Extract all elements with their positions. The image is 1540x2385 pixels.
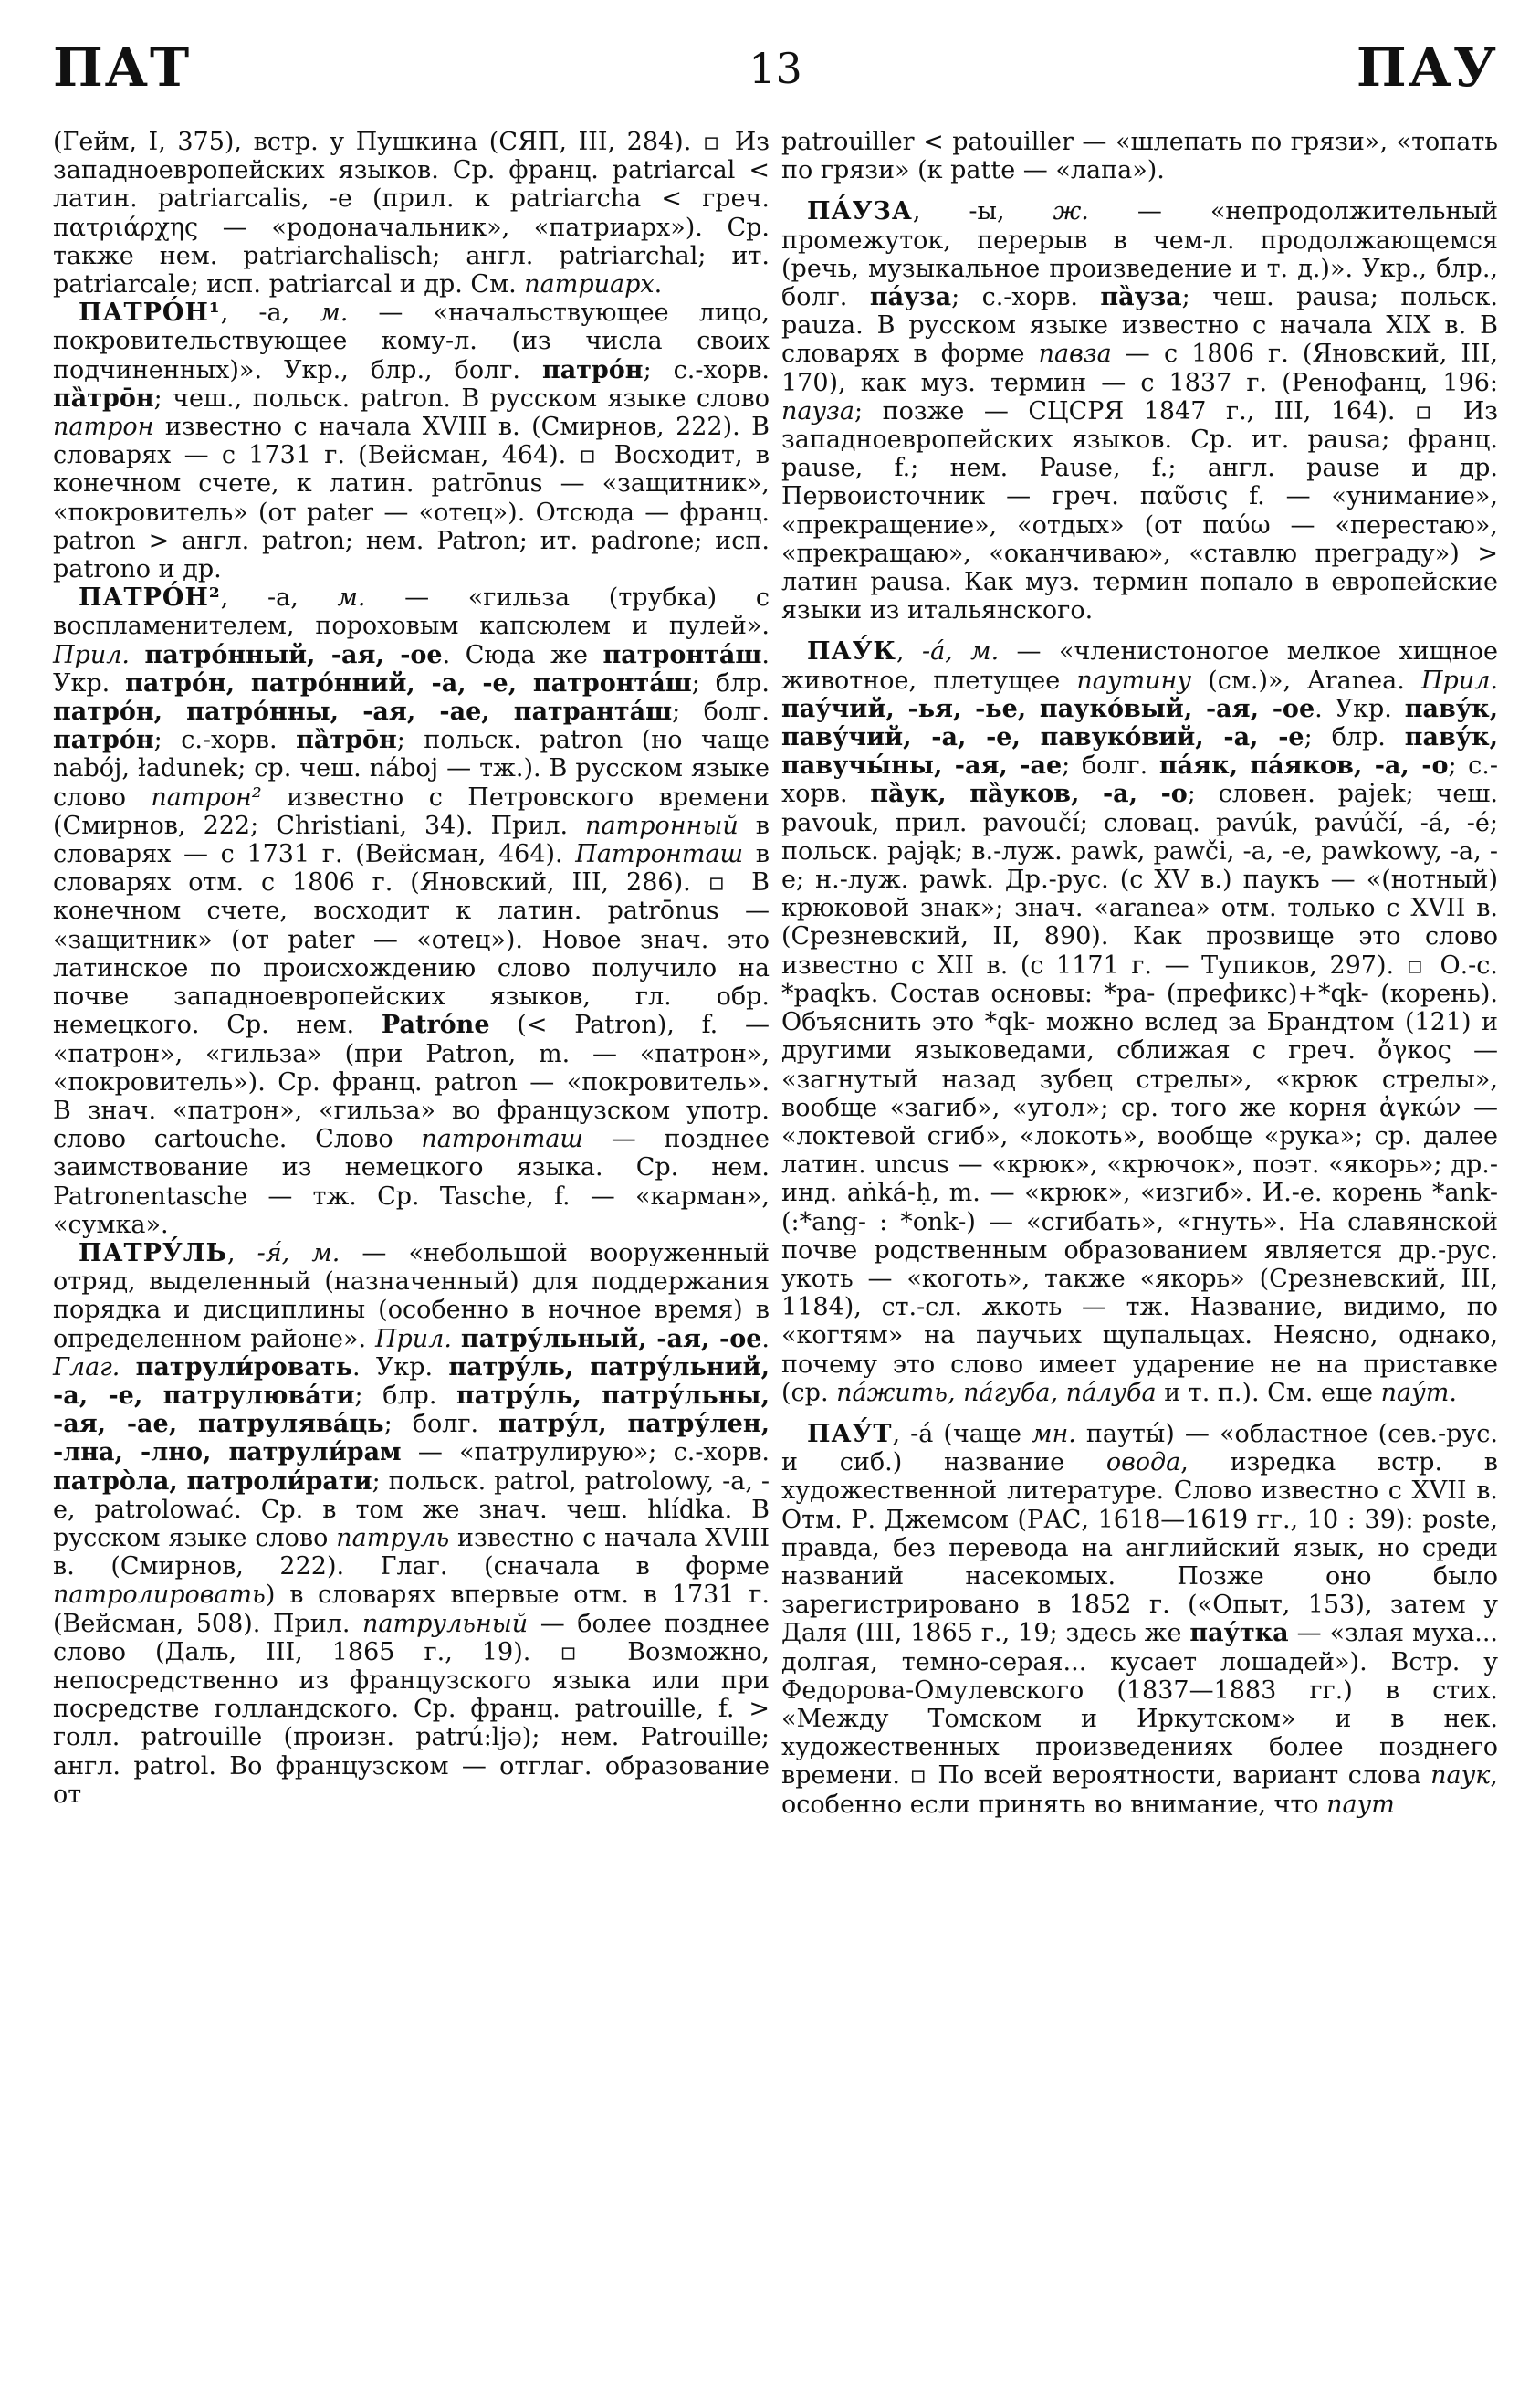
bold-form: патрóнный, -ая, -ое <box>144 640 443 669</box>
italic-text: паутину <box>1076 666 1192 695</box>
entry-text: ; польск. patrol, patrolowy, -a, -e, patrolować. Ср. в том же знач. чеш. hlídka. В русском языке слово <box>53 1466 770 1552</box>
bold-form: Patróne <box>381 1011 490 1040</box>
italic-text: пау́т <box>1380 1378 1450 1407</box>
bold-form: па̏уза <box>1100 283 1182 312</box>
entry-continuation <box>53 128 770 299</box>
dictionary-entry-patron2 <box>53 583 770 1239</box>
italic-text: па́жить, па́губа, па́луба <box>836 1378 1157 1407</box>
entry-text: в словарях — с 1731 г. (Вейсман, 464). <box>53 811 770 869</box>
left-column <box>53 128 770 1819</box>
headword: ПАУ́К <box>807 637 896 667</box>
italic-text: Прил. <box>1421 666 1498 695</box>
bold-form: патронта́ш <box>602 640 762 669</box>
entry-text: . <box>654 270 663 299</box>
entry-text: — «гильза (трубка) с воспламенителем, пороховым капсюлем и пулей». <box>53 583 770 641</box>
entry-text: ; блр. <box>691 668 770 698</box>
italic-text: ж. <box>1053 197 1089 226</box>
right-column <box>781 128 1498 1819</box>
entry-text: patrouiller < patouiller — «шлепать по грязи», «топать по грязи» (к patte — «лапа»). <box>781 128 1498 185</box>
entry-text: , <box>226 1238 257 1267</box>
entry-text: — с 1806 г. (Яновский, III, 170), как муз. термин — с 1837 г. (Ренофанц, 196: <box>781 340 1498 397</box>
entry-text: — «непродолжительный промежуток, перерыв в чем-л. продолжающемся (речь, музыкальное произведение и т. д.)». Укр., блр., болг. <box>781 197 1498 312</box>
italic-text: овода <box>1105 1448 1181 1477</box>
entry-text: ; с.-хорв. <box>153 726 297 755</box>
italic-text: -а́, м. <box>921 637 1000 667</box>
entry-text: — «начальствующее лицо, покровительствующее кому-л. (из числа своих подчиненных)». Укр., блр., болг. <box>53 299 770 384</box>
italic-text: -я́, м. <box>257 1238 340 1267</box>
entry-text: известно с начала XVIII в. (Смирнов, 222). Глаг. (сначала в форме <box>53 1523 770 1581</box>
entry-text: , -а, <box>220 299 320 328</box>
entry-text: ; болг. <box>672 698 770 727</box>
entry-text: . <box>761 1324 770 1353</box>
entry-text: ) в словарях впервые отм. в 1731 г. (Вейсман, 508). Прил. <box>53 1581 770 1638</box>
italic-text: павза <box>1038 340 1112 369</box>
italic-text: патруль <box>336 1523 450 1552</box>
entry-text: . Укр. <box>352 1352 449 1382</box>
bold-form: пȁтрōн <box>53 383 154 413</box>
entry-text: ; польск. patron (но чаще nabój, ładunek; ср. чеш. náboj — тж.). В русском языке слово <box>53 726 770 812</box>
bold-form: патро̀ла, патроли́рати <box>53 1466 372 1496</box>
dictionary-entry-paut <box>781 1420 1498 1819</box>
entry-text: ; блр. <box>354 1381 456 1410</box>
bold-form: па́як, па́яков, -а, -о <box>1158 751 1449 781</box>
running-header <box>53 37 1498 110</box>
entry-text: . Укр. <box>53 640 770 698</box>
entry-text: известно с начала XVIII в. (Смирнов, 222). В словарях — с 1731 г. (Вейсман, 464). ▫ Восходит, в конечном счете, к латин. patrōnus — «защитник», «покровитель» (от pater — «отец»). Отсюда — франц. patron > англ. patron; нем. Patron; ит. padrone; исп. patrono и др. <box>53 413 770 584</box>
italic-text: м. <box>337 583 366 613</box>
bold-form: пȁтрōн <box>296 726 397 755</box>
dictionary-entry-pauk <box>781 637 1498 1406</box>
bold-form: пау́тка <box>1189 1619 1289 1648</box>
italic-text: патрон <box>53 413 154 442</box>
bold-form: патрóн <box>541 355 644 384</box>
entry-text: ; чеш., польск. patron. В русском языке слово <box>153 383 770 413</box>
italic-text: патриарх <box>524 270 655 299</box>
bold-form: патрули́ровать <box>135 1352 353 1382</box>
italic-text: мн. <box>1032 1419 1076 1448</box>
headword: ПАУ́Т <box>807 1419 893 1448</box>
entry-text: ; болг. <box>383 1410 499 1439</box>
entry-text: ; чеш. pausa; польск. pauza. В русском языке известно с начала XIX в. В словарях в форме <box>781 283 1499 369</box>
bold-form: патру́ль, патру́льний, -а, -е, патрулюва́ти <box>53 1352 770 1410</box>
italic-text: пауза <box>781 396 854 426</box>
entry-text: — «патрулирую»; с.-хорв. <box>401 1438 770 1467</box>
entry-text: (см.)», Aranea. <box>1191 666 1421 695</box>
entry-text: ; позже — СЦСРЯ 1847 г., III, 164). ▫ Из западноевропейских языков. Ср. ит. pausa; франц. pause, f.; нем. Pause, f.; англ. pause и др. Первоисточник — греч. παῦσις f. — «унимание», «прекращение», «отдых» (от παύω — «перестаю», «прекращаю», «оканчиваю», «ставлю преграду») > латин pausa. Как муз. термин попало в европейские языки из итальянского. <box>781 396 1498 625</box>
bold-form: паву́к, павучы́ны, -ая, -ае <box>781 723 1498 781</box>
italic-text: Глаг. <box>53 1352 120 1382</box>
entry-text: , <box>896 637 922 667</box>
italic-text: патролировать <box>53 1581 266 1610</box>
entry-text: , -а́ (чаще <box>892 1419 1032 1448</box>
entry-text: (Гейм, I, 375), встр. у Пушкина (СЯП, III, 284). ▫ Из западноевропейских языков. Ср. франц. patriarcal < латин. patriarcalis, -e (прил. к patriarcha < греч. πατριάρχης — «родоначальник», «патриарх»). Ср. также нем. patriarchalisch; англ. patriarchal; ит. patriarcale; исп. patriarcal и др. См. <box>53 128 770 299</box>
entry-text: . <box>1449 1378 1457 1407</box>
bold-form: пау́чий, -ья, -ье, паукóвый, -ая, -ое <box>781 694 1315 723</box>
bold-form: паву́к, паву́чий, -а, -е, павукóвий, -а, -е <box>781 694 1498 752</box>
entry-text: ; с.-хорв. <box>643 355 770 384</box>
entry-text: , -ы, <box>912 197 1053 226</box>
entry-text: . Укр. <box>1315 694 1405 723</box>
header-right-guideword: ПАУ <box>1356 37 1498 99</box>
bold-form: патру́л, патру́лен, -лна, -лно, патрули́рам <box>53 1410 770 1467</box>
entry-text: известно с Петровского времени (Смирнов, 222; Christiani, 34). Прил. <box>53 783 770 840</box>
bold-form: па́уза <box>869 283 952 312</box>
italic-text: Прил. <box>53 640 130 669</box>
entry-text: . Сюда же <box>442 640 603 669</box>
entry-text: — более позднее слово (Даль, III, 1865 г., 19). ▫ Возможно, непосредственно из французского языка или при посредстве голландского. Ср. франц. patrouille, f. > голл. patrouille (произн. patrú:ljə); нем. Patrouille; англ. patrol. Во французском — отглаг. образование от <box>53 1609 770 1809</box>
italic-text: патрульный <box>362 1609 529 1638</box>
italic-text: патрон² <box>151 783 262 812</box>
bold-form: патру́ль, патру́льны, -ая, -ае, патрулява́ць <box>53 1381 770 1439</box>
headword: ПАТРУ́ЛЬ <box>79 1238 227 1267</box>
entry-text: ; с.-хорв. <box>781 751 1498 809</box>
entry-text: ; блр. <box>1304 723 1405 752</box>
entry-text: , особенно если принять во внимание, что <box>781 1761 1498 1819</box>
bold-form: патрóн <box>53 726 154 755</box>
bold-form: па̏ук, па̏уков, -а, -о <box>870 780 1188 809</box>
entry-text <box>130 641 145 669</box>
entry-text <box>452 1325 461 1353</box>
dictionary-entry-patron1 <box>53 299 770 583</box>
headword: ПАТРО́Н¹ <box>79 299 221 328</box>
entry-text: — «небольшой вооруженный отряд, выделенный (назначенный) для поддержания порядка и дисциплины (особенно в ночное время) в определенном районе». <box>53 1238 770 1353</box>
bold-form: патрóн, патрóнны, -ая, -ае, патранта́ш <box>53 698 673 727</box>
entry-text: — позднее заимствование из немецкого языка. Ср. нем. Patronentasche — тж. Ср. Tasche, f. — «карман», «сумка». <box>53 1125 770 1239</box>
entry-text: — «членистоногое мелкое хищное животное, плетущее <box>781 637 1499 695</box>
dictionary-entry-pauza <box>781 197 1498 625</box>
italic-text: паут <box>1326 1790 1395 1819</box>
entry-text: , изредка встр. в художественной литературе. Слово известно с XVII в. Отм. Р. Джемсом (РАС, 1618—1619 гг., 10 : 39): poste, правда, без перевода на английский язык, но среди названий насекомых. Позже оно было зарегистрировано в 1852 г. («Опыт, 153), затем у Даля (III, 1865 г., 19; здесь же <box>781 1448 1498 1648</box>
entry-text: ; с.-хорв. <box>951 283 1101 312</box>
italic-text: паук <box>1430 1761 1491 1791</box>
italic-text: патронный <box>585 811 739 840</box>
dictionary-entry-patrul <box>53 1239 770 1809</box>
italic-text: Прил. <box>374 1324 452 1353</box>
entry-text: , -а, <box>220 583 338 613</box>
italic-text: м. <box>320 299 349 328</box>
entry-text: — «злая муха... долгая, темно-серая... кусает лошадей»). Встр. у Федорова-Омулевского (1837—1883 гг.) в стих. «Между Томском и Иркутском» и в нек. художественных произведениях более позднего времени. ▫ По всей вероятности, вариант слова <box>781 1619 1498 1791</box>
entry-continuation <box>781 128 1498 184</box>
entry-text: (< Patron), f. — «патрон», «гильза» (при Patron, m. — «патрон», «покровитель»). Ср. франц. patron — «покровитель». В знач. «патрон», «гильза» во французском употр. слово cartouche. Слово <box>53 1011 770 1154</box>
entry-text: в словарях отм. с 1806 г. (Яновский, III, 286). ▫ В конечном счете, восходит к латин. patrōnus — «защитник» (от pater — «отец»). Новое знач. это латинское по происхождению слово получило на почве западноевропейских языков, гл. обр. немецкого. Ср. нем. <box>53 840 770 1040</box>
italic-text: патронташ <box>421 1125 584 1154</box>
bold-form: патрóн, патрóнний, -а, -е, патронта́ш <box>125 668 692 698</box>
entry-text <box>120 1353 135 1382</box>
entry-text: пауты́) — «областное (сев.-рус. и сиб.) название <box>781 1419 1498 1477</box>
headword: ПАТРО́Н² <box>79 583 221 613</box>
headword: ПА́УЗА <box>807 197 913 226</box>
entry-text: и т. п.). См. еще <box>1156 1378 1381 1407</box>
entry-text: ; болг. <box>1062 751 1159 781</box>
two-column-body <box>53 128 1498 1819</box>
bold-form: патру́льный, -ая, -ое <box>460 1324 762 1353</box>
page-number: 13 <box>749 44 802 93</box>
header-left-guideword: ПАТ <box>53 37 192 99</box>
italic-text: Патронташ <box>575 840 744 869</box>
entry-text: ; словен. pajek; чеш. pavouk, прил. pavoučí; словац. pavúk, pavúčí, -á, -é; польск. pająk; в.-луж. pawk, pawči, -a, -e, pawkowy, -a, -e; н.-луж. pawk. Др.-рус. (с XV в.) паукъ — «(нотный) крюковой знак»; знач. «aranea» отм. только с XVII в. (Срезневский, II, 890). Как прозвище это слово известно с XII в. (с 1171 г. — Тупиков, 297). ▫ О.-с. *paqkъ. Состав основы: *pa- (префикс)+*qk- (корень). Объяснить это *qk- можно вслед за Брандтом (121) и другими языковедами, сближая с греч. ὄγκος — «загнутый назад зубец стрелы», «крюк стрелы», вообще «загиб», «угол»; ср. того же корня ἀγκών — «локтевой сгиб», «локоть», вообще «рука»; ср. далее латин. uncus — «крюк», «крючок», поэт. «якорь»; др.-инд. aṅká-ḥ, m. — «крюк», «изгиб». И.-е. корень *ank- (:*ang- : *onk-) — «сгибать», «гнуть». На славянской почве родственным образованием является др.-рус. укоть — «коготь», также «якорь» (Срезневский, III, 1184), ст.-сл. ѫкоть — тж. Название, видимо, по «когтям» на паучьих щупальцах. Неясно, однако, почему это слово имеет ударение не на приставке (ср. <box>781 780 1498 1407</box>
